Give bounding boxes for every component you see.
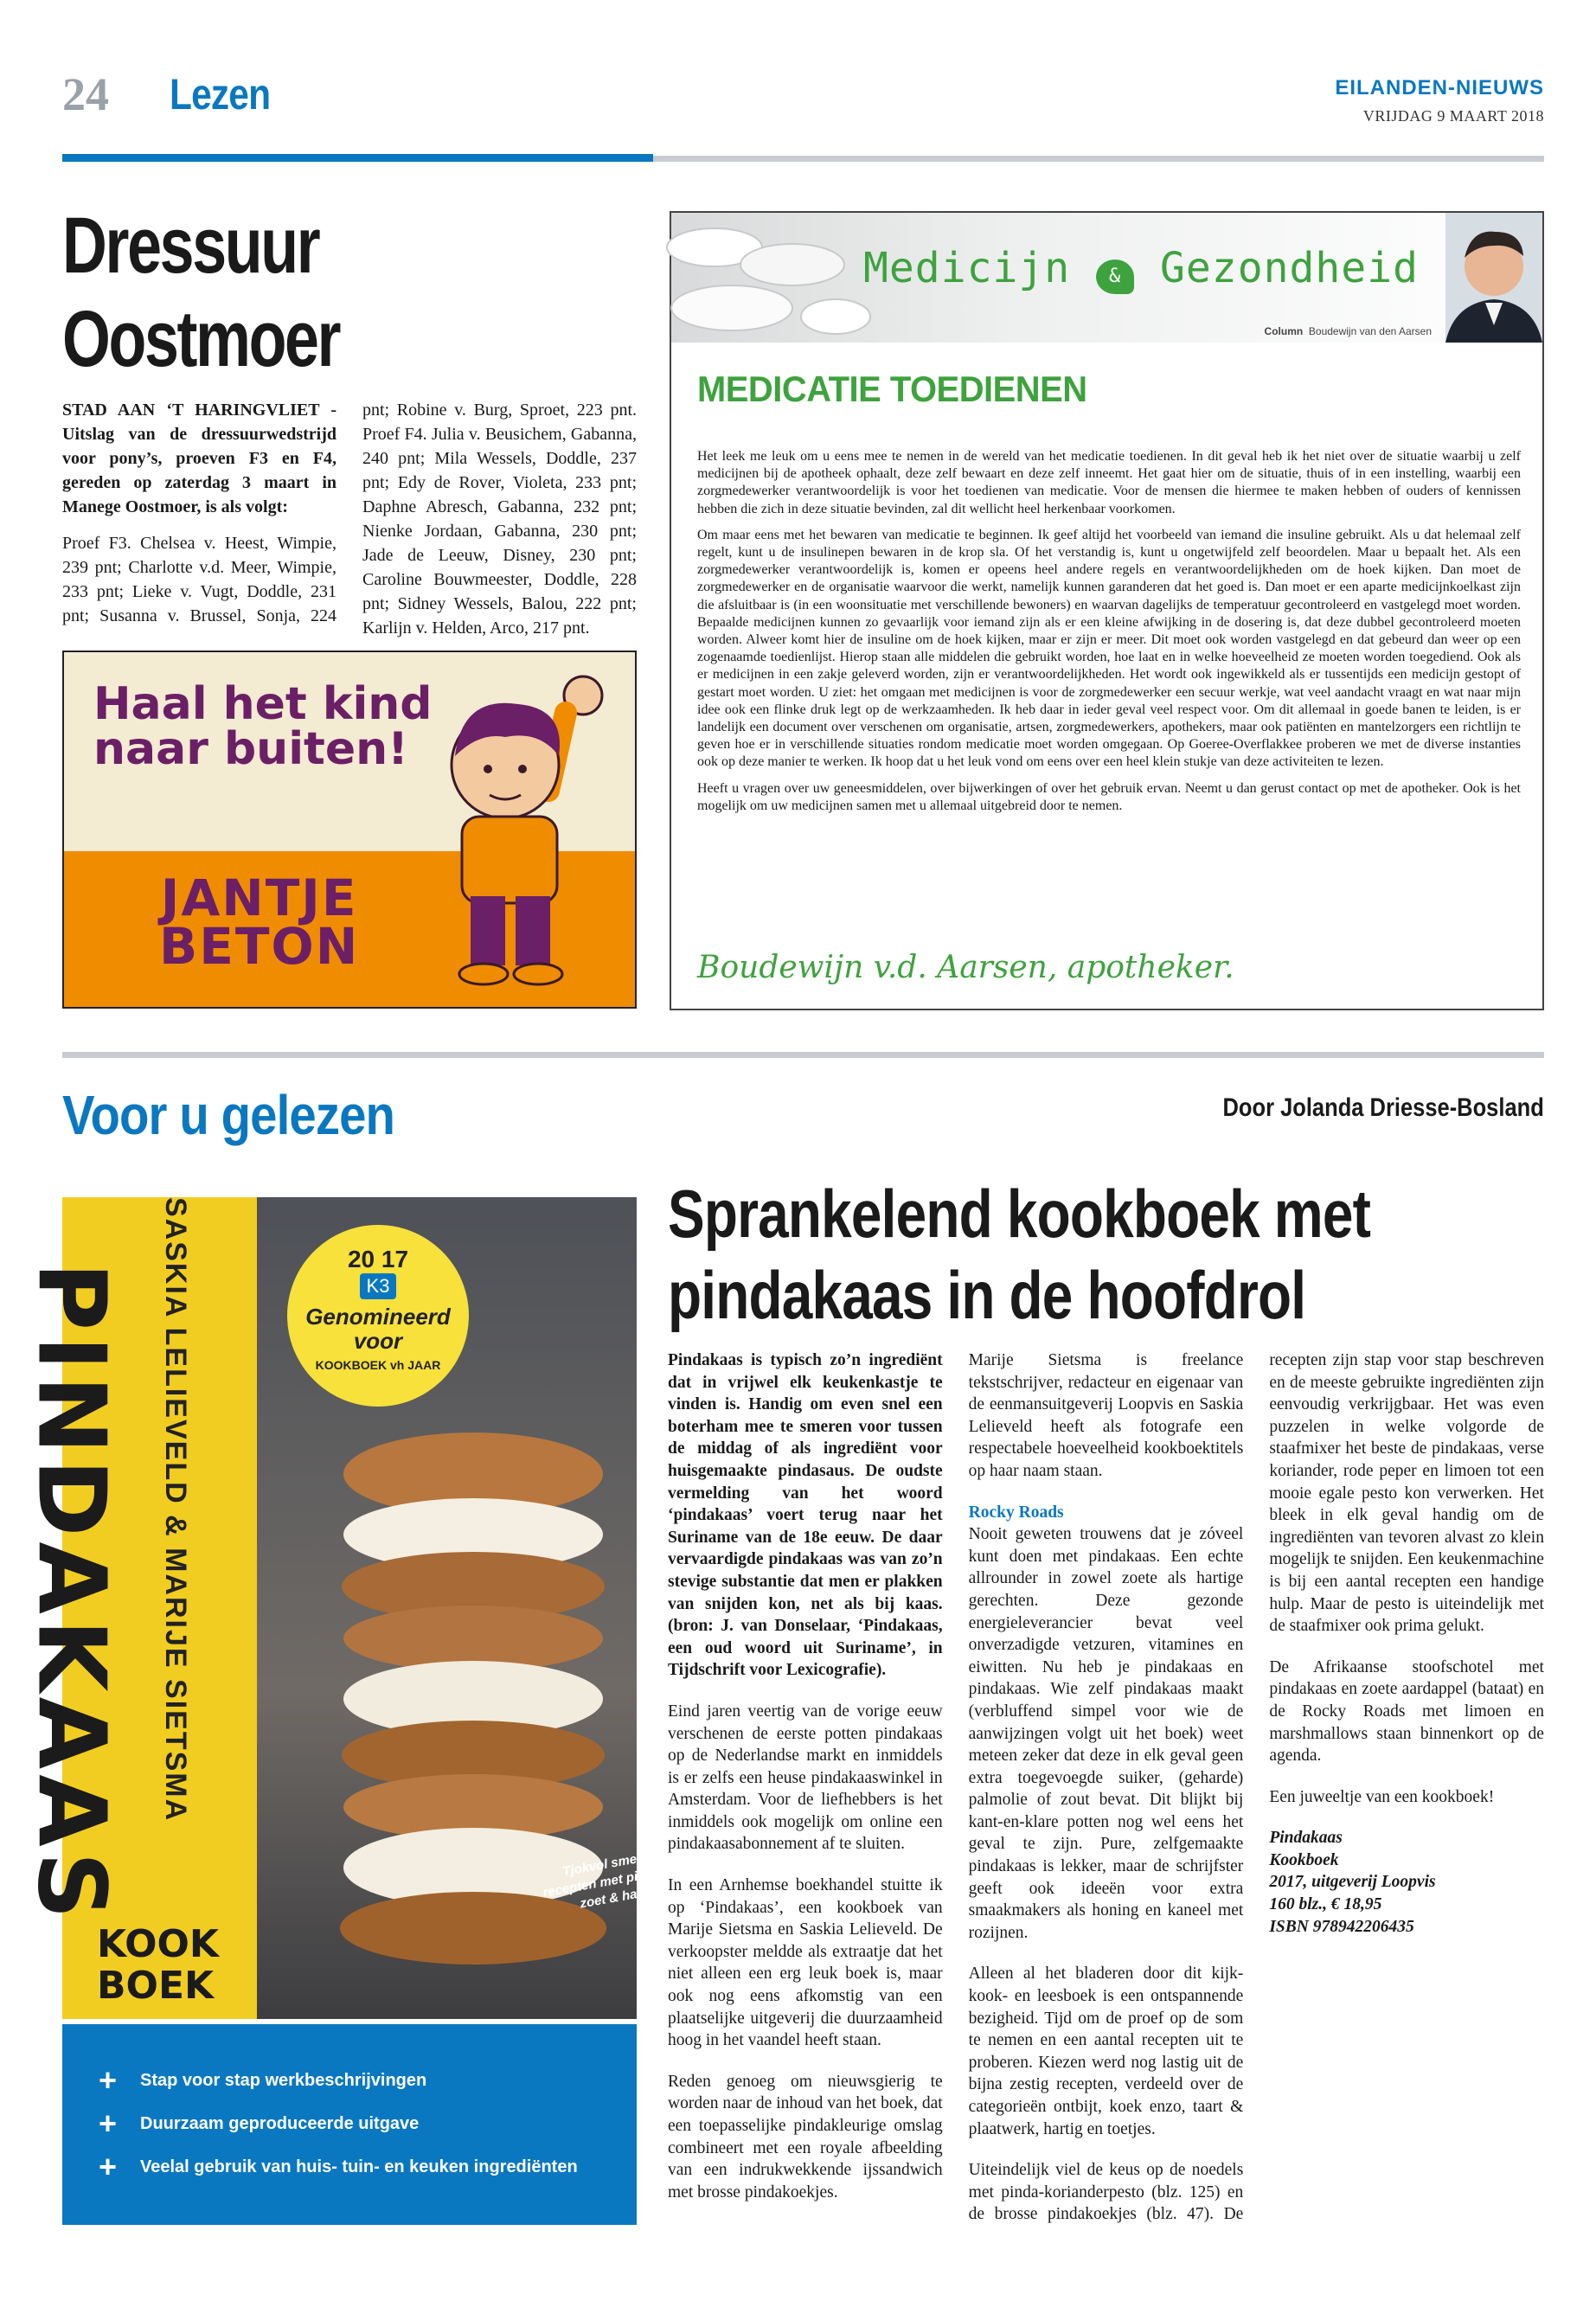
column-banner: [671, 213, 1542, 343]
review-subhead: Rocky Roads: [968, 1503, 1064, 1522]
badge-k3: K3: [360, 1273, 397, 1299]
fact-item: [62, 2059, 637, 2102]
health-column: [670, 211, 1544, 1010]
cover-title: PINDAKAAS: [16, 1262, 125, 1925]
review-paragraph: Marije Sietsma is freelance tekstschrijver, redacteur en eigenaar van de eenmansuitgeverij Loopvis en Saskia Lelieveld heeft als fotografe een respectabele hoeveelheid kookboektitels op haar naam staan.: [968, 1351, 1244, 1480]
review-body: [668, 1349, 1544, 2240]
badge-text: Genomineerd voor: [305, 1304, 451, 1354]
ad-brand-logo: [159, 868, 360, 976]
fact-text: Duurzaam geproduceerde uitgave: [140, 2113, 420, 2133]
fact-text: Veelal gebruik van huis- tuin- en keuken ingrediënten: [140, 2157, 578, 2176]
section-title: Lezen: [170, 70, 271, 119]
column-label: Column: [1264, 325, 1304, 337]
cover-sticker: Tjokvol smeuïge recepten met pindakaas zoet & hartig: [542, 1847, 690, 1912]
fact-text: Stap voor stap werkbeschrijvingen: [140, 2070, 427, 2090]
column-author: Boudewijn van den Aarsen: [1308, 325, 1432, 337]
book-cover: [16, 1197, 690, 2019]
dressuur-headline: Dressuur Oostmoer: [62, 202, 340, 383]
column-paragraph: Heeft u vragen over uw geneesmiddelen, over bijwerkingen of over het gebruik ervan. Neemt u dan gerust contact op met de apotheker. Ook is het mogelijk om uw medicijnen samen met u allemaal uitgebreid door te nemen.: [697, 780, 1521, 813]
banner-amp: &: [1108, 266, 1122, 287]
review-paragraph: De Afrikaanse stoofschotel met pindakaas en zoete aardappel (bataat) en de Rocky Roads met limoen en marshmallows staan binnenkort op de agenda.: [1269, 1657, 1544, 1766]
review-headline: Sprankelend kookboek met pindakaas in de hoofdrol: [668, 1176, 1371, 1333]
colofon-line: ISBN 978942206435: [1269, 1917, 1414, 1936]
badge-year: 20 17: [347, 1246, 409, 1272]
review-paragraph: Alleen al het bladeren door dit kijk- kook- en leesboek is een ontspannende bezigheid. Tijd om de proef op de som te nemen en een aantal recepten uit te proberen. Kiezen werd nog lastig uit de bijna zestig recepten, verdeeld over de categorieën ontbijt, koek enzo, taart & plaatwerk, hartig en toetjes.: [968, 1965, 1244, 2138]
review-paragraph: Uiteindelijk viel de keus op de noedels met pinda-korianderpesto (blz. 125) en de brosse pindakoekjes (blz. 47). De recepten zijn stap voor stap beschreven en de meeste gebruikte ingrediënten zijn eenvoudig verkrijgbaar. Het was even puzzelen in welke volgorde de staafmixer het beste de pindakaas, verse koriander, rode peper en limoen tot een mooie egale pesto kon verwerken. Het bleek in elk geval handig om de ingrediënten van tevoren alvast zo klein mogelijk te snijden. Een keukenmachine is bij een aantal recepten een handige hulp. Maar de pesto is uiteindelijk met de staafmixer ook prima gelukt.: [968, 1351, 1544, 2224]
page-number: 24: [62, 68, 109, 120]
header-rule: [653, 156, 1544, 162]
review-paragraph: In een Arnhemse boekhandel stuitte ik op ‘Pindakaas’, een kookboek van Marije Sietsma en Saskia Lelieveld. De verkoopster meldde als extraatje dat het niet alleen een erg leuk boek is, maar ook nog eens afkomstig van een plaatselijke uitgeverij die duurzaamheid hoog in het vaandel heeft staan.: [668, 1876, 943, 2050]
kid-illustration-icon: [436, 670, 626, 1007]
colofon-line: 160 blz., € 18,95: [1269, 1895, 1382, 1914]
book-colofon: [1269, 1827, 1544, 1938]
review-paragraph: Een juweeltje van een kookboek!: [1269, 1787, 1495, 1806]
nomination-badge: [287, 1225, 469, 1407]
review-section-title: Voor u gelezen: [62, 1084, 395, 1146]
ad-slogan-line1: Haal het kind: [93, 678, 433, 730]
book-facts-box: [62, 2024, 637, 2225]
ad-slogan: [93, 678, 433, 775]
review-paragraph: Nooit geweten trouwens dat je zóveel kunt doen met pindakaas. Een echte allrounder in zowel zoete als hartige gerechten. Deze gezonde energieleverancier bevat veel onverzadigde vetzuren, vitamines en eiwitten. Nu heb je pindakaas en pindakaas. Wie zelf pindakaas maakt (verbluffend simpel voor wie de aanwijzingen volgt uit het boek) weet meteen zeker dat deze in elk geval geen extra toegevoegde suiker, (geharde) palmolie of zout bevat. Dit blijkt bij kant-en-klare potten nog wel eens het geval te zijn. Pure, zelfgemaakte pindakaas is lekker, maar de schrijfster geeft ook ideeën voor extra smaakmakers als honing en kaneel met rozijnen.: [968, 1525, 1244, 1942]
column-banner-title: [863, 244, 1419, 294]
issue-date: VRIJDAG 9 MAART 2018: [1362, 107, 1544, 125]
ad-brand-line2: BETON: [159, 917, 360, 976]
heart-icon: [1096, 260, 1134, 294]
newspaper-brand[interactable]: EILANDEN-NIEUWS: [1335, 76, 1544, 99]
review-paragraph: Eind jaren veertig van de vorige eeuw verschenen de eerste potten pindakaas op de Nederlandse markt en inmiddels is er zelfs een heuse pindakaaswinkel in Amsterdam. Voor de liefhebbers is het inmiddels ook mogelijk om online een pindakaasabonnement af te sluiten.: [668, 1702, 943, 1854]
plus-icon: +: [99, 2149, 118, 2184]
banner-title-left: Medicijn: [863, 244, 1071, 292]
column-paragraph: Het leek me leuk om u eens mee te nemen in de wereld van het medicatie toedienen. In dit geval heb ik het niet over de situatie waarbij u zelf medicijnen bij de apotheek ophaalt, deze zelf bewaart en deze zelf inneemt. Het gaat hier om de situatie, thuis of in een instelling, waarbij een zorgmedewerker verantwoordelijk is voor het toedienen van medicatie. Voor de mensen die hiermee te maken hebben of ouders of kennissen hebben die zich in deze situatie bevinden, zal dit wellicht heel herkenbaar voorkomen.: [697, 449, 1521, 516]
cover-label-line1: KOOK: [97, 1922, 220, 1966]
fact-item: [62, 2145, 637, 2189]
plus-icon: +: [99, 2062, 118, 2098]
colofon-line: Kookboek: [1269, 1850, 1339, 1869]
column-credit: [1265, 325, 1432, 337]
dressuur-body: Proef F3. Chelsea v. Heest, Wimpie, 239 pnt; Charlotte v.d. Meer, Wimpie, 233 pnt; Lieke v. Vugt, Doddle, 231 pnt; Susanna v. Brussel, Sonja, 224 pnt; Robine v. Burg, Sproet, 223 pnt. Proef F4. Julia v. Beusichem, Gabanna, 240 pnt; Mila Wessels, Doddle, 237 pnt; Edy de Rover, Violeta, 233 pnt; Daphne Abresch, Gabanna, 232 pnt; Nienke Jordaan, Gabanna, 230 pnt; Jade de Leeuw, Disney, 230 pnt; Caroline Bouwmeester, Doddle, 228 pnt; Sidney Wessels, Balou, 222 pnt; Karlijn v. Helden, Arco, 217 pnt.: [62, 401, 637, 638]
jantje-beton-ad[interactable]: [62, 651, 637, 1009]
colofon-line: Pindakaas: [1269, 1829, 1343, 1848]
banner-title-right: Gezondheid: [1160, 244, 1419, 292]
column-body: [697, 448, 1521, 824]
section-divider: [62, 1052, 1544, 1058]
author-portrait-icon: [1445, 213, 1542, 343]
author-photo: [1445, 213, 1542, 343]
ad-brand-line1: JANTJE: [160, 868, 358, 927]
review-lead: Pindakaas is typisch zo’n ingrediënt dat in vrijwel elk keukenkastje te vinden is. Handig om even snel een boterham mee te smeren voor tussen de middag of als ingrediënt voor huisgemaakte pindasaus. De oudste vermelding van het woord ‘pindakaas’ voert terug naar het Suriname van de 18e eeuw. De daar vervaardigde pindakaas was van zo’n stevige substantie dat men er plakken van snijden kon, net als bij kaas. (bron: J. van Donselaar, ‘Pindakaas, een oud woord uit Suriname’, in Tijdschrift voor Lexicografie).: [668, 1351, 943, 1680]
column-signature: Boudewijn v.d. Aarsen, apotheker.: [697, 950, 1234, 985]
plus-icon: +: [99, 2106, 118, 2141]
fact-item: [62, 2102, 637, 2145]
cover-label: [97, 1924, 219, 2007]
pills-illustration-icon: [671, 213, 862, 343]
cover-authors: SASKIA LELIEVELD & MARIJE SIETSMA: [159, 1197, 192, 1823]
dressuur-lead: STAD AAN ‘T HARINGVLIET - Uitslag van de dressuurwedstrijd voor pony’s, proeven F3 en F4, gereden op zaterdag 3 maart in Manege Oostmoer, is als volgt:: [62, 401, 337, 516]
review-paragraph: Reden genoeg om nieuwsgierig te worden naar de inhoud van het boek, dat een toepasselijke pindakleurige omslag combineert met een royale afbeelding van een indrukwekkende ijssandwich met brosse pindakoekjes.: [668, 2072, 943, 2202]
column-paragraph: Om maar eens met het bewaren van medicatie te beginnen. Ik geef altijd het voorbeeld van iemand die insuline gebruikt. Als u dat helemaal zelf regelt, kunt u de insulinepen bewaren in de krop sla. Of het verstandig is, kunt u ongetwijfeld zelf beoordelen. Maar u bepaalt het. Als een zorgmedewerker verantwoordelijk is, komen er opeens heel andere regels en verantwoordelijkheden om de hoek kijken. Dan moet de zorgmedewerker en de organisatie waarvoor die werkt, namelijk kunnen garanderen dat het goed is. Dan moet er een aparte medicijnkoelkast zijn die afsluitbaar is (in een woonsituatie met verschillende bewoners) en waarvan dagelijks de temperatuur gecontroleerd en vastgelegd moet worden. Bepaalde medicijnen kunnen zo gevaarlijk voor iemand zijn als er een kleine afwijking in de dosering is, dat deze dubbel gecontroleerd moeten worden. Alweer komt hier de insuline om de hoek kijken, maar er zijn er meer. Dit moet ook worden vastgelegd en dat gebeurd dan weer op een zogenaamde toedienlijst. Hierop staan alle middelen die gebruikt worden, hoe laat en in welke hoeveelheid ze moeten worden toegediend. Ook als er medicijnen in een zakje geleverd worden, zijn er verantwoordelijkheden. Het wordt ook ingewikkeld als er tussentijds een medicijn gestopt of gestart moet worden. U ziet: het omgaan met medicijnen is voor de zorgmedewerker een secuur werkje, wat veel aandacht vraagt en wat naar mijn idee ook een flinke druk legt op de werkzaamheden. Ik heb daar in ieder geval veel respect voor. Om dit allemaal in goede banen te leiden, is er landelijk een document over verschenen om organisatie, artsen, zorgmedewerkers, apothekers, maar ook patiënten en mantelzorgers een richtlijn te geven hoe er in verschillende situaties rondom medicatie moet worden omgegaan. Op Goeree-Overflakkee proberen we met de diverse instanties ook op deze manier te werken. Ik hoop dat u het leuk vond om eens over een heel klein stukje van deze activiteiten te lezen.: [697, 527, 1521, 770]
ad-slogan-line2: naar buiten!: [93, 723, 408, 775]
review-byline: Door Jolanda Driesse-Bosland: [1222, 1093, 1544, 1122]
cover-label-line2: BOEK: [97, 1964, 215, 2008]
column-headline: MEDICATIE TOEDIENEN: [697, 369, 1087, 409]
dressuur-article: [62, 398, 637, 640]
badge-small: KOOKBOEK vh JAAR: [315, 1358, 441, 1372]
colofon-line: 2017, uitgeverij Loopvis: [1269, 1873, 1436, 1892]
header-rule-accent: [62, 154, 653, 162]
